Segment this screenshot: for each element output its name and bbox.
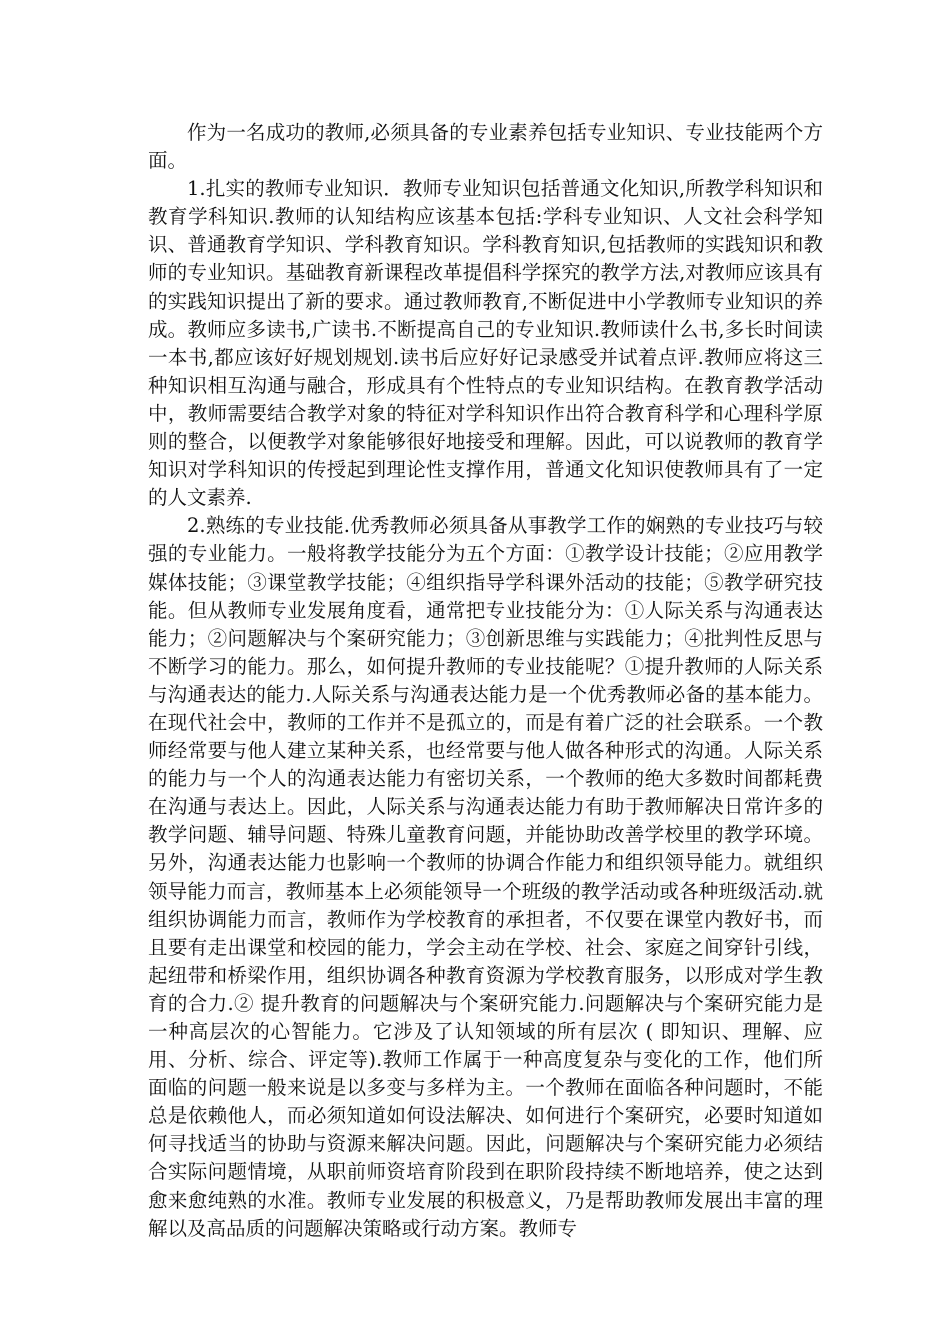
document-body bbox=[148, 119, 823, 1243]
paragraph-intro: 作为一名成功的教师,必须具备的专业素养包括专业知识、专业技能两个方面。 bbox=[148, 121, 823, 173]
paragraph-professional-knowledge: 1.扎实的教师专业知识．教师专业知识包括普通文化知识,所教学科知识和教育学科知识.教师的认知结构应该基本包括:学科专业知识、人文社会科学知识、普通教育学知识、学科教育知识。学科教育知识,包括教师的实践知识和教师的专业知识。基础教育新课程改革提倡科学探究的教学方法,对教师应该具有的实践知识提出了新的要求。通过教师教育,不断促进中小学教师专业知识的养成。教师应多读书,广读书.不断提高自己的专业知识.教师读什么书,多长时间读一本书,都应该好好规划规划.读书后应好好记录感受并试着点评.教师应将这三种知识相互沟通与融合，形成具有个性特点的专业知识结构。在教育教学活动中，教师需要结合教学对象的特征对学科知识作出符合教育科学和心理科学原则的整合，以便教学对象能够很好地接受和理解。因此，可以说教师的教育学知识对学科知识的传授起到理论性支撑作用，普通文化知识使教师具有了一定的人文素养. bbox=[148, 177, 823, 510]
paragraph-professional-skills: 2.熟练的专业技能.优秀教师必须具备从事教学工作的娴熟的专业技巧与较强的专业能力。一般将教学技能分为五个方面：①教学设计技能；②应用教学媒体技能；③课堂教学技能；④组织指导学科课外活动的技能；⑤教学研究技能。但从教师专业发展角度看，通常把专业技能分为：①人际关系与沟通表达能力；②问题解决与个案研究能力；③创新思维与实践能力；④批判性反思与不断学习的能力。那么，如何提升教师的专业技能呢？①提升教师的人际关系与沟通表达的能力.人际关系与沟通表达能力是一个优秀教师必备的基本能力。在现代社会中，教师的工作并不是孤立的，而是有着广泛的社会联系。一个教师经常要与他人建立某种关系，也经常要与他人做各种形式的沟通。人际关系的能力与一个人的沟通表达能力有密切关系，一个教师的绝大多数时间都耗费在沟通与表达上。因此，人际关系与沟通表达能力有助于教师解决日常许多的教学问题、辅导问题、特殊儿童教育问题，并能协助改善学校里的教学环境。另外，沟通表达能力也影响一个教师的协调合作能力和组织领导能力。就组织领导能力而言，教师基本上必须能领导一个班级的教学活动或各种班级活动.就组织协调能力而言，教师作为学校教育的承担者，不仅要在课堂内教好书，而且要有走出课堂和校园的能力，学会主动在学校、社会、家庭之间穿针引线，起纽带和桥梁作用，组织协调各种教育资源为学校教育服务，以形成对学生教育的合力.② 提升教育的问题解决与个案研究能力.问题解决与个案研究能力是一种高层次的心智能力。它涉及了认知领域的所有层次 ( 即知识、理解、应用、分析、综合、评定等).教师工作属于一种高度复杂与变化的工作，他们所面临的问题一般来说是以多变与多样为主。一个教师在面临各种问题时，不能总是依赖他人，而必须知道如何设法解决、如何进行个案研究，必要时知道如何寻找适当的协助与资源来解决问题。因此，问题解决与个案研究能力必须结合实际问题情境，从职前师资培育阶段到在职阶段持续不断地培养，使之达到愈来愈纯熟的水准。教师专业发展的积极意义，乃是帮助教师发展出丰富的理解以及高品质的问题解决策略或行动方案。教师专 bbox=[148, 514, 823, 1240]
